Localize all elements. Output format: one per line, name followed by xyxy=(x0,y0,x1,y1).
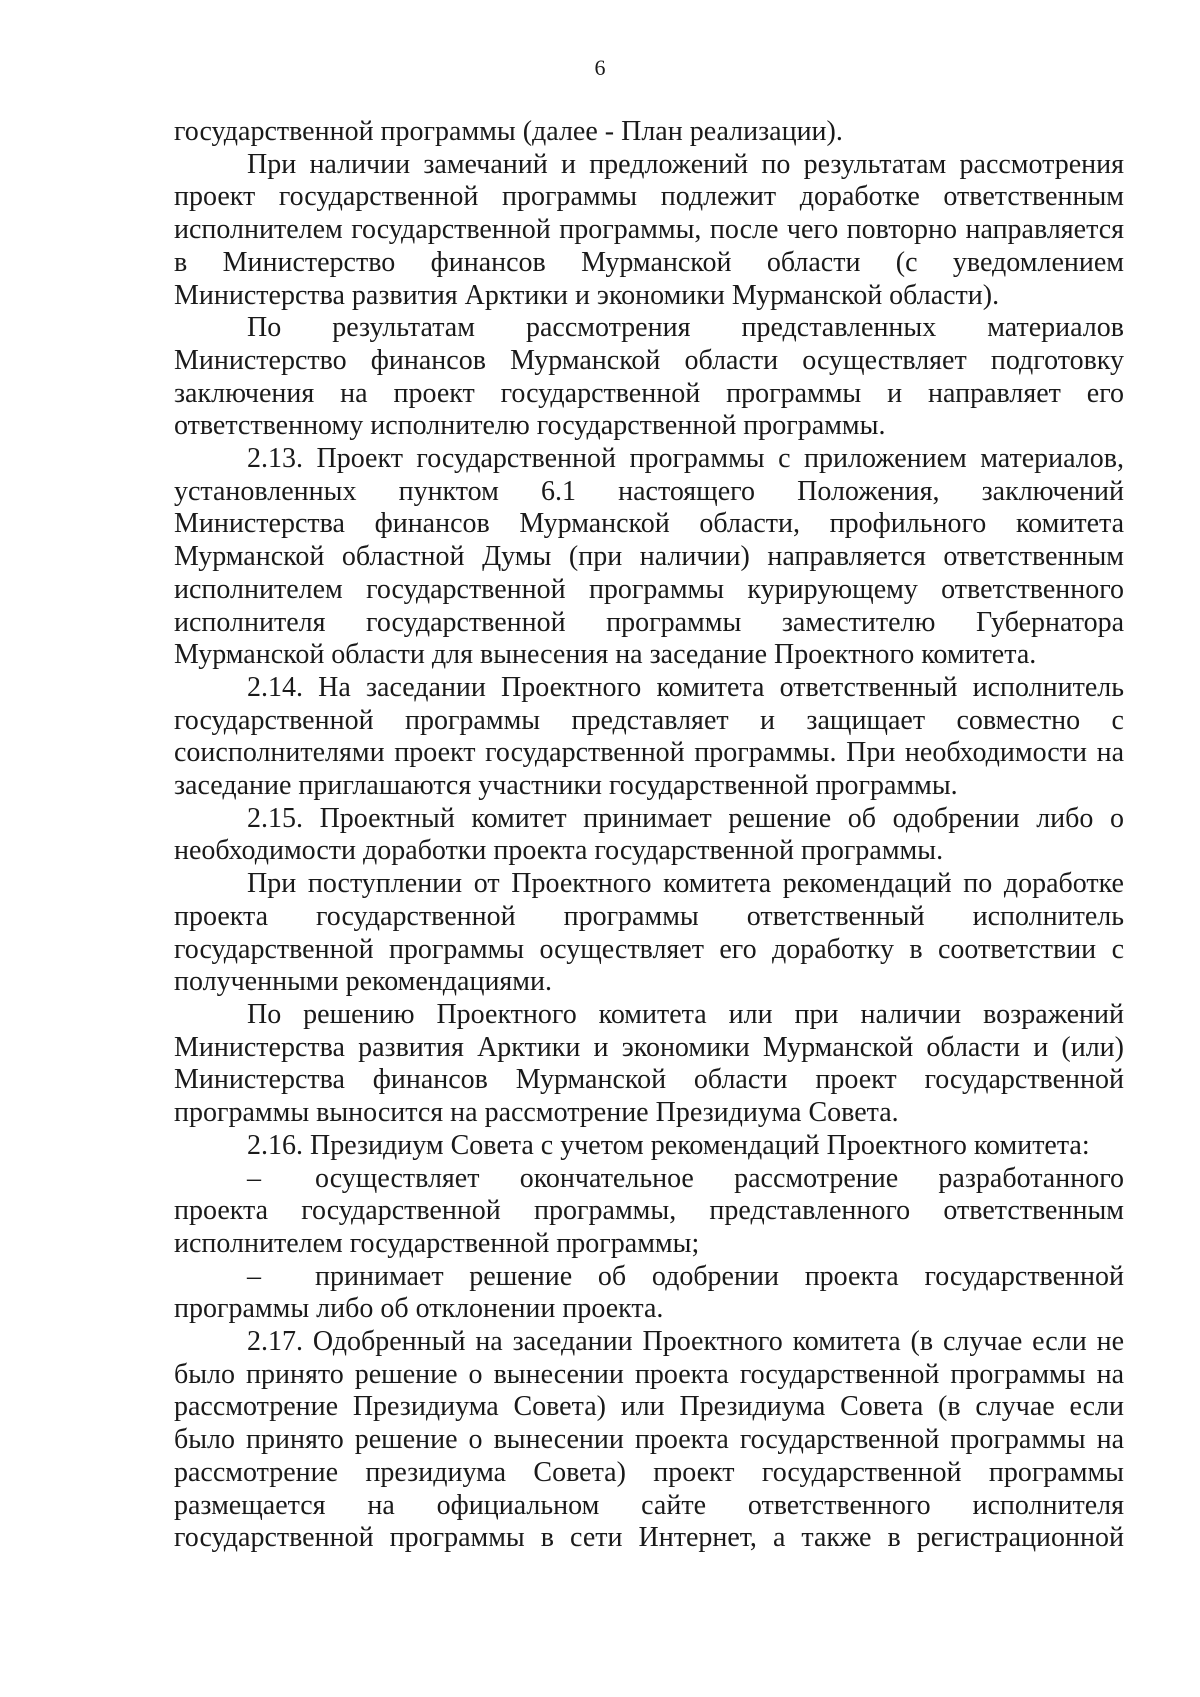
bullet-dash: – xyxy=(247,1162,261,1194)
paragraph-text: принимает решение об одобрении проекта государственной программы либо об отклонении проекта. xyxy=(174,1260,1124,1325)
bullet-dash: – xyxy=(247,1260,261,1292)
paragraph-text: При поступлении от Проектного комитета рекомендаций по доработке проекта государственной программы ответственный исполнитель государственной программы осуществляет его доработку в соответствии с полученными рекомендациями. xyxy=(174,868,1124,998)
paragraph xyxy=(174,868,1124,999)
paragraph-text: 2.14. На заседании Проектного комитета ответственный исполнитель государственной программы представляет и защищает совместно с соисполнителями проект государственной программы. При необходимости на заседание приглашаются участники государственной программы. xyxy=(174,671,1124,802)
page-number: 6 xyxy=(594,55,606,80)
paragraph xyxy=(174,1326,1124,1555)
paragraph-text: 2.15. Проектный комитет принимает решение об одобрении либо о необходимости доработки проекта государственной программы. xyxy=(174,802,1124,867)
paragraph-text: По результатам рассмотрения представленных материалов Министерство финансов Мурманской области осуществляет подготовку заключения на проект государственной программы и направляет его ответственному исполнителю государственной программы. xyxy=(174,312,1124,442)
paragraph-text: При наличии замечаний и предложений по результатам рассмотрения проект государственной программы подлежит доработке ответственным исполнителем государственной программы, после чего повторно направляется в Министерство финансов Мурманской области (с уведомлением Министерства развития Арктики и экономики Мурманской области). xyxy=(174,148,1124,311)
paragraph-text: По решению Проектного комитета или при наличии возражений Министерства развития Арктики и экономики Мурманской области и (или) Министерства финансов Мурманской области проект государственной программы выносится на рассмотрение Президиума Совета. xyxy=(174,998,1124,1129)
paragraph-text: государственной программы (далее - План реализации). xyxy=(174,116,843,147)
paragraph-text: 2.13. Проект государственной программы с приложением материалов, установленных пунктом 6.1 настоящего Положения, заключений Министерства финансов Мурманской области, профильного комитета Мурманской областной Думы (при наличии) направляется ответственным исполнителем государственной программы курирующему ответственного исполнителя государственной программы заместителю Губернатора Мурманской области для вынесения на заседание Проектного комитета. xyxy=(174,443,1124,671)
paragraph xyxy=(174,312,1124,443)
bullet-paragraph xyxy=(174,1261,1124,1326)
paragraph xyxy=(174,149,1124,313)
paragraph xyxy=(174,443,1124,672)
paragraph-text: 2.17. Одобренный на заседании Проектного комитета (в случае если не было принято решение о вынесении проекта государственной программы на рассмотрение Президиума Совета) или Президиума Совета (в случае если было принято решение о вынесении проекта государственной программы на рассмотрение президиума Совета) проект государственной программы размещается на официальном сайте ответственного исполнителя государственной программы в сети Интернет, а также в регистрационной xyxy=(174,1326,1124,1554)
paragraph-text: 2.16. Президиум Совета с учетом рекомендаций Проектного комитета: xyxy=(247,1129,1090,1161)
paragraph-text: осуществляет окончательное рассмотрение разработанного проекта государственной программы, представленного ответственным исполнителем государственной программы; xyxy=(174,1162,1124,1259)
document-body xyxy=(174,116,1124,1555)
paragraph xyxy=(174,803,1124,868)
paragraph xyxy=(174,999,1124,1130)
paragraph xyxy=(174,1130,1124,1163)
bullet-paragraph xyxy=(174,1163,1124,1261)
paragraph xyxy=(174,672,1124,803)
paragraph xyxy=(174,116,1124,149)
